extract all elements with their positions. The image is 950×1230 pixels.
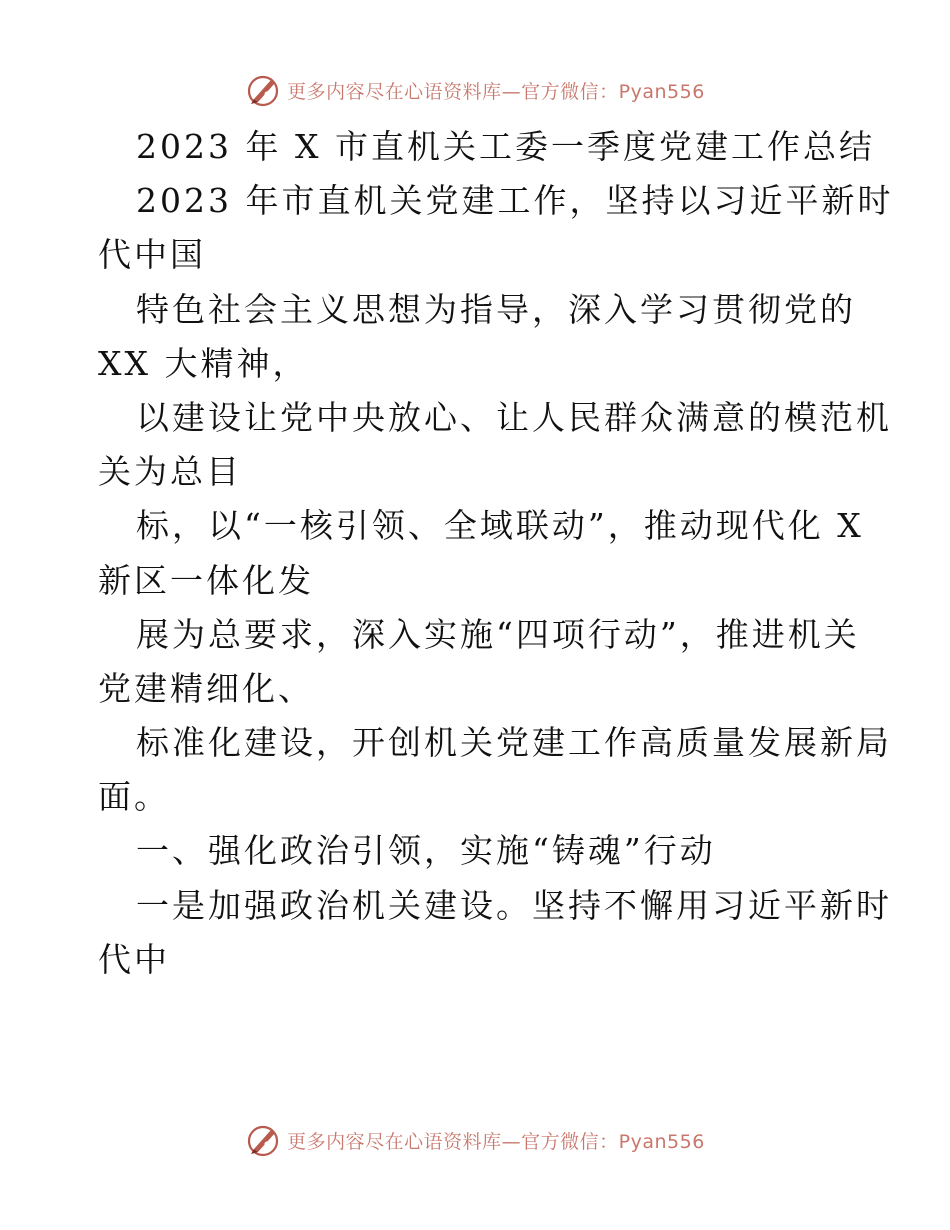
paragraph-line: 一是加强政治机关建设。坚持不懈用习近平新时 [136, 885, 892, 925]
paragraph-line: 标准化建设，开创机关党建工作高质量发展新局 [136, 723, 892, 763]
footer-banner-text: 更多内容尽在心语资料库—官方微信：Pyan556 [287, 1130, 705, 1153]
pen-logo-icon [245, 72, 281, 108]
paragraph-line: 新区一体化发 [98, 560, 314, 600]
pen-logo-icon [245, 1122, 281, 1158]
paragraph-line: 标，以“一核引领、全域联动”，推动现代化 X [136, 506, 864, 546]
paragraph-line: XX 大精神， [98, 343, 309, 383]
section-heading: 一、强化政治引领，实施“铸魂”行动 [136, 831, 716, 871]
header-banner-text: 更多内容尽在心语资料库—官方微信：Pyan556 [287, 80, 705, 103]
paragraph-line: 面。 [98, 777, 170, 817]
document-body [98, 120, 894, 987]
paragraph-line: 2023 年市直机关党建工作，坚持以习近平新时 [136, 181, 894, 221]
paragraph-line: 展为总要求，深入实施“四项行动”，推进机关 [136, 614, 860, 654]
paragraph-line: 代中国 [98, 235, 206, 275]
header-banner [0, 70, 950, 110]
paragraph-line: 关为总目 [98, 452, 242, 492]
paragraph-line: 以建设让党中央放心、让人民群众满意的模范机 [136, 397, 892, 437]
footer-banner [0, 1120, 950, 1160]
paragraph-line: 党建精细化、 [98, 668, 314, 708]
document-title: 2023 年 X 市直机关工委一季度党建工作总结 [136, 127, 875, 166]
paragraph-line: 特色社会主义思想为指导，深入学习贯彻党的 [136, 289, 856, 329]
paragraph-line: 代中 [98, 939, 170, 979]
